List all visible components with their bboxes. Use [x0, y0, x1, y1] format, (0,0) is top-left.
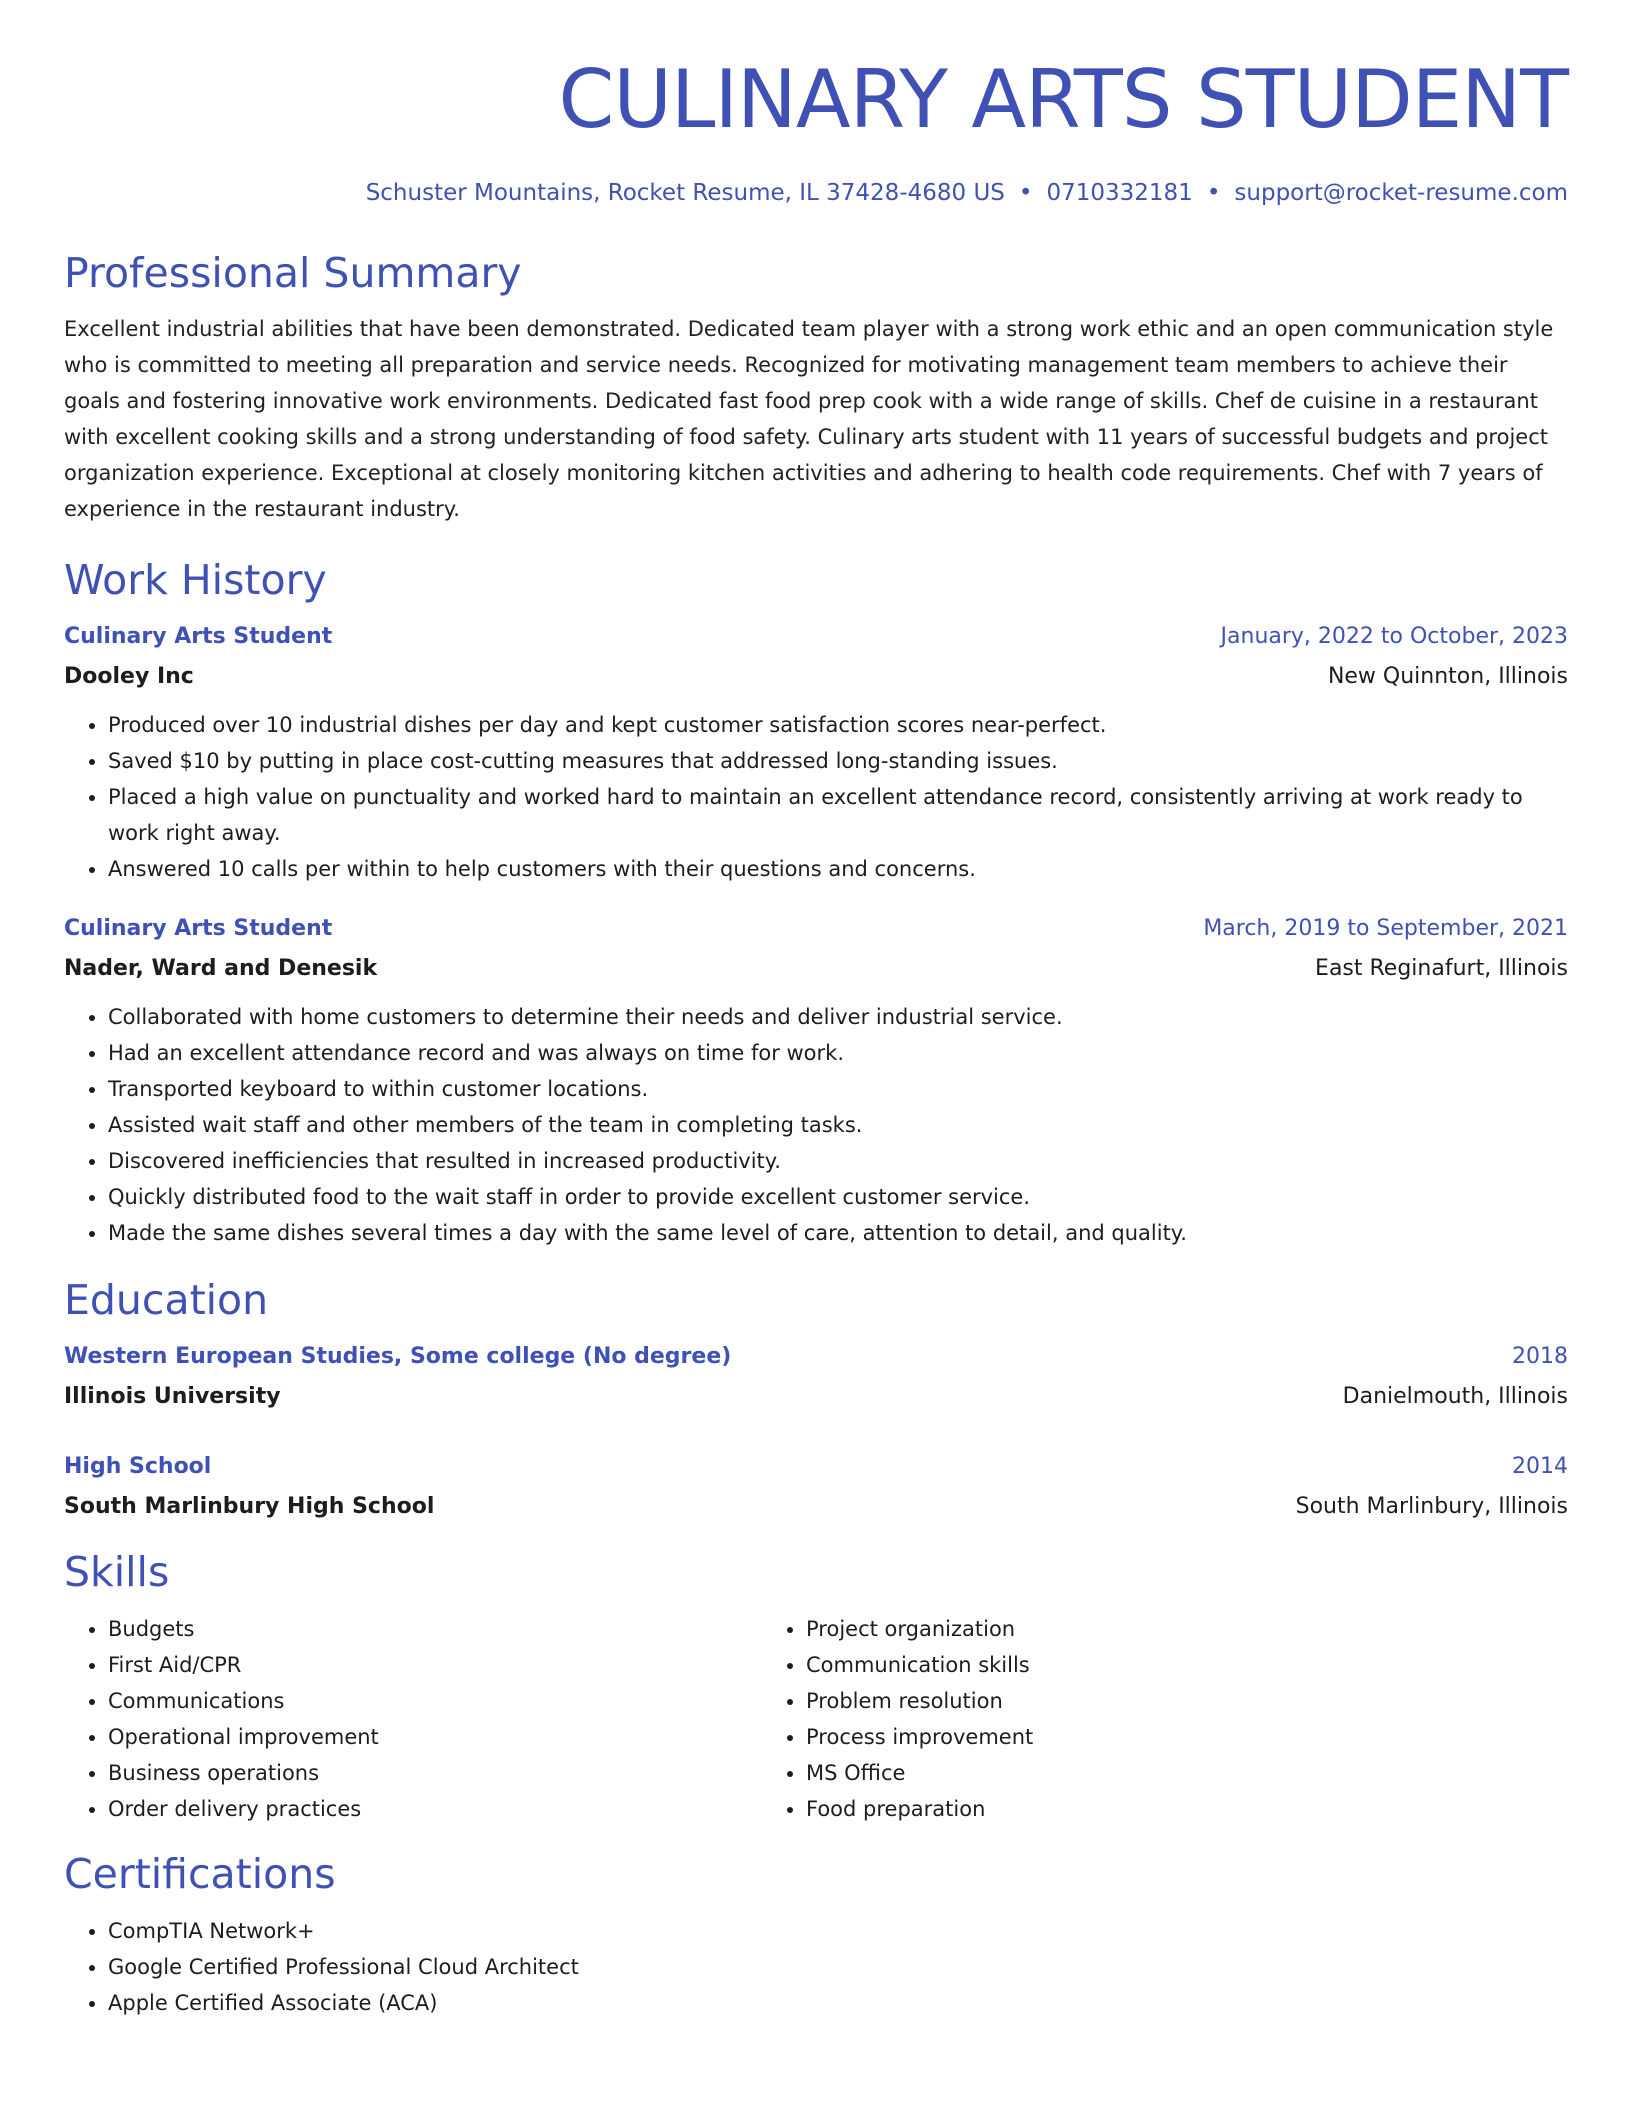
- education-entry: [64, 1447, 1568, 1527]
- education-school-row: [64, 1487, 1568, 1527]
- skill-item: • Problem resolution: [806, 1683, 1568, 1719]
- skill-item: • Food preparation: [806, 1791, 1568, 1827]
- job-bullets: [64, 707, 1568, 887]
- job-role: Culinary Arts Student: [64, 916, 333, 941]
- job-dates: January, 2022 to October, 2023: [1220, 624, 1568, 649]
- skill-item: • Operational improvement: [108, 1719, 762, 1755]
- education-location: South Marlinbury, Illinois: [1295, 1494, 1568, 1519]
- education-degree: Western European Studies, Some college (No degree): [64, 1344, 732, 1369]
- skill-item: • Order delivery practices: [108, 1791, 762, 1827]
- job-bullet: • Produced over 10 industrial dishes per day and kept customer satisfaction scores near-perfect.: [108, 707, 1568, 743]
- job-location: East Reginafurt, Illinois: [1315, 956, 1568, 981]
- candidate-name: CULINARY ARTS STUDENT: [558, 53, 1568, 146]
- skills-column-left: [64, 1611, 762, 1827]
- job-bullet: • Quickly distributed food to the wait staff in order to provide excellent customer service.: [108, 1179, 1568, 1215]
- job-role: Culinary Arts Student: [64, 624, 333, 649]
- contact-separator: •: [1206, 180, 1221, 206]
- summary-text: Excellent industrial abilities that have been demonstrated. Dedicated team player with a strong work ethic and an open communication style who is committed to meeting all preparation and service needs. Recognized for motivating management team members to achieve their goals and fostering innovative work environments. Dedicated fast food prep cook with a wide range of skills. Chef de cuisine in a restaurant with excellent cooking skills and a strong understanding of food safety. Culinary arts student with 11 years of successful budgets and project organization experience. Exceptional at closely monitoring kitchen activities and adhering to health code requirements. Chef with 7 years of experience in the restaurant industry.: [64, 317, 1554, 521]
- job-company-row: [64, 949, 1568, 989]
- contact-phone: 0710332181: [1046, 180, 1193, 206]
- skill-item: • Communication skills: [806, 1647, 1568, 1683]
- job-bullet: • Collaborated with home customers to determine their needs and deliver industrial service.: [108, 999, 1568, 1035]
- job-bullet: • Saved $10 by putting in place cost-cutting measures that addressed long-standing issues.: [108, 743, 1568, 779]
- job-header-row: [64, 617, 1568, 657]
- education-header-row: [64, 1447, 1568, 1487]
- certification-item: • Apple Certified Associate (ACA): [108, 1985, 1568, 2021]
- contact-line: [64, 178, 1568, 208]
- section-title-work: Work History: [64, 556, 327, 604]
- job-location: New Quinnton, Illinois: [1327, 664, 1568, 689]
- skill-item: • Project organization: [806, 1611, 1568, 1647]
- job-bullet: • Made the same dishes several times a day with the same level of care, attention to detail, and quality.: [108, 1215, 1568, 1251]
- education-year: 2018: [1512, 1344, 1568, 1369]
- job-bullet: • Had an excellent attendance record and was always on time for work.: [108, 1035, 1568, 1071]
- skill-item: • Budgets: [108, 1611, 762, 1647]
- job-bullet: • Assisted wait staff and other members of the team in completing tasks.: [108, 1107, 1568, 1143]
- skill-item: • First Aid/CPR: [108, 1647, 762, 1683]
- section-title-skills: Skills: [64, 1548, 170, 1596]
- skill-item: • Communications: [108, 1683, 762, 1719]
- resume-header: [64, 50, 1568, 208]
- skill-item: • Business operations: [108, 1755, 762, 1791]
- job-company: Dooley Inc: [64, 664, 194, 689]
- skills-grid: [64, 1611, 1568, 1827]
- job-bullet: • Answered 10 calls per within to help customers with their questions and concerns.: [108, 851, 1568, 887]
- education-entry: [64, 1337, 1568, 1417]
- education-location: Danielmouth, Illinois: [1342, 1384, 1568, 1409]
- skill-item: • Process improvement: [806, 1719, 1568, 1755]
- skill-item: • MS Office: [806, 1755, 1568, 1791]
- certification-item: • CompTIA Network+: [108, 1913, 1568, 1949]
- job-bullet: • Placed a high value on punctuality and worked hard to maintain an excellent attendance record, consistently arriving at work ready to work right away.: [108, 779, 1568, 851]
- job-company-row: [64, 657, 1568, 697]
- contact-separator: •: [1018, 180, 1033, 206]
- contact-email[interactable]: support@rocket-resume.com: [1234, 180, 1568, 206]
- certification-item: • Google Certified Professional Cloud Architect: [108, 1949, 1568, 1985]
- education-school: South Marlinbury High School: [64, 1494, 435, 1519]
- section-title-education: Education: [64, 1276, 269, 1324]
- contact-address: Schuster Mountains, Rocket Resume, IL 37428-4680 US: [365, 180, 1005, 206]
- job-header-row: [64, 909, 1568, 949]
- job-bullet: • Discovered inefficiencies that resulted in increased productivity.: [108, 1143, 1568, 1179]
- education-school-row: [64, 1377, 1568, 1417]
- certifications-list: [64, 1913, 1568, 2021]
- education-year: 2014: [1512, 1454, 1568, 1479]
- education-header-row: [64, 1337, 1568, 1377]
- education-degree: High School: [64, 1454, 212, 1479]
- skills-column-right: [762, 1611, 1568, 1827]
- job-company: Nader, Ward and Denesik: [64, 956, 378, 981]
- section-title-summary: Professional Summary: [64, 249, 522, 297]
- job-dates: March, 2019 to September, 2021: [1203, 916, 1568, 941]
- job-entry: [64, 909, 1568, 1251]
- job-entry: [64, 617, 1568, 887]
- job-bullet: • Transported keyboard to within customer locations.: [108, 1071, 1568, 1107]
- education-school: Illinois University: [64, 1384, 281, 1409]
- job-bullets: [64, 999, 1568, 1251]
- section-title-certifications: Certifications: [64, 1850, 336, 1898]
